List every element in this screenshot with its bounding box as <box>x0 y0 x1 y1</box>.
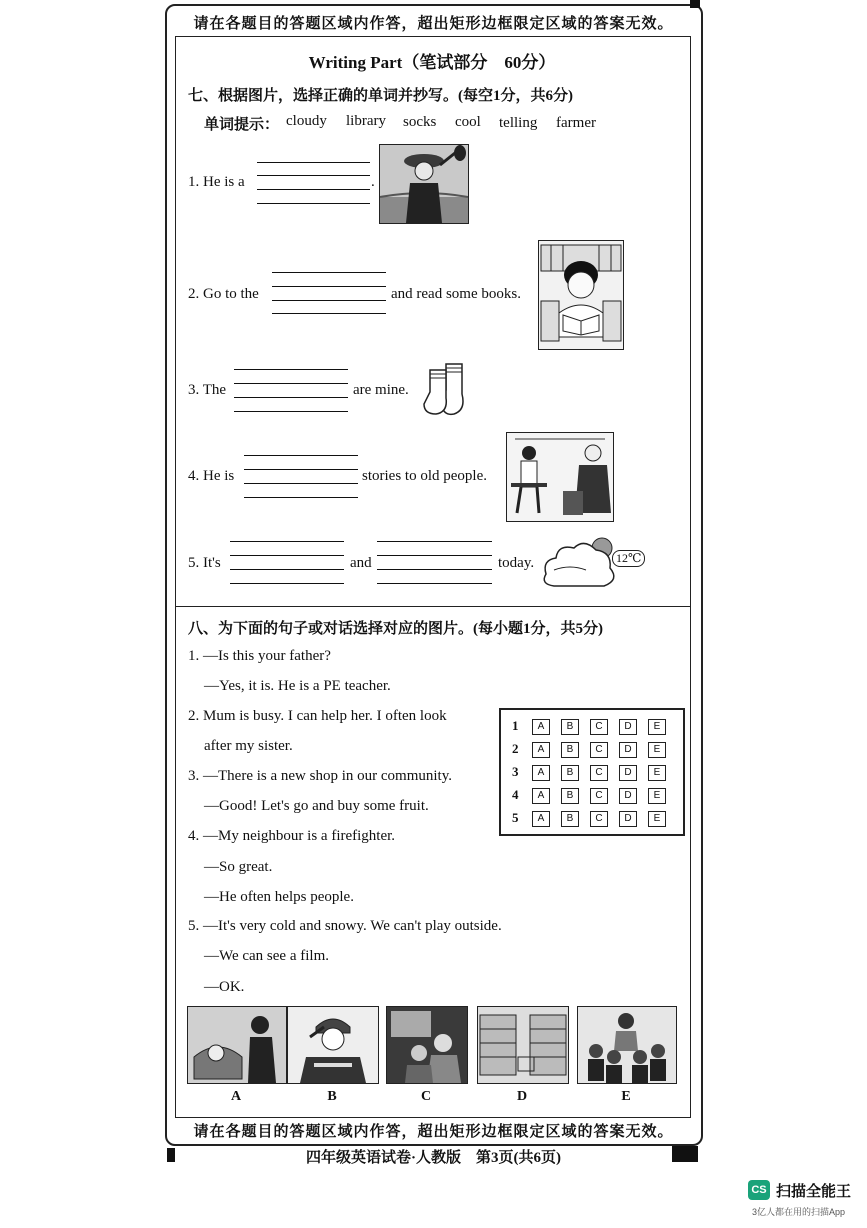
answer-bubble[interactable]: B <box>561 811 579 827</box>
q5-writing-line-2 <box>377 555 492 556</box>
q5-writing-line-2 <box>377 541 492 542</box>
answer-bubble[interactable]: C <box>590 719 608 735</box>
answer-bubble[interactable]: C <box>590 765 608 781</box>
answer-bubble[interactable]: E <box>648 788 666 804</box>
answer-bubble[interactable]: A <box>532 811 550 827</box>
s8-q2-line: 2. Mum is busy. I can help her. I often look <box>188 708 447 724</box>
q4-writing-line <box>244 497 358 498</box>
scanner-brand: 扫描全能王 <box>776 1183 852 1200</box>
s8-q4-line: —He often helps people. <box>204 889 354 905</box>
answer-bubble[interactable]: E <box>648 811 666 827</box>
answer-bubble[interactable]: A <box>532 788 550 804</box>
s8-q5-line: —OK. <box>204 979 245 995</box>
answer-bubble[interactable]: B <box>561 719 579 735</box>
answer-bubble[interactable]: D <box>619 811 637 827</box>
s8-q2-line: after my sister. <box>204 738 293 754</box>
answer-bubble[interactable]: A <box>532 765 550 781</box>
answer-bubble[interactable]: E <box>648 719 666 735</box>
scanner-logo-icon: CS <box>748 1180 770 1200</box>
library-picture <box>538 240 624 350</box>
picture-label-a: A <box>230 1089 242 1104</box>
word-hint-2: library <box>346 113 386 129</box>
answer-bubble[interactable]: D <box>619 788 637 804</box>
q2-text: 2. Go to the <box>188 286 259 302</box>
q2-writing-line <box>272 286 386 287</box>
q5-writing-line-1 <box>230 541 344 542</box>
section7-heading: 七、根据图片，选择正确的单词并抄写。(每空1分，共6分) <box>188 88 573 104</box>
answer-row-number: 5 <box>512 810 519 825</box>
q5-and: and <box>350 555 372 571</box>
s8-q4-line: —So great. <box>204 859 273 875</box>
s8-q3-line: —Good! Let's go and buy some fruit. <box>204 798 429 814</box>
picture-c-cinema <box>386 1006 468 1084</box>
q1-writing-line <box>257 189 370 190</box>
picture-b-firefighter <box>287 1006 379 1084</box>
q5-writing-line-2 <box>377 583 492 584</box>
answer-bubble[interactable]: D <box>619 719 637 735</box>
notice-top: 请在各题目的答题区域内作答，超出矩形边框限定区域的答案无效。 <box>193 16 674 32</box>
answer-row-number: 4 <box>512 787 519 802</box>
word-hint-1: cloudy <box>286 113 327 129</box>
q2-writing-line <box>272 272 386 273</box>
q4-writing-line <box>244 469 358 470</box>
q5-writing-line-1 <box>230 569 344 570</box>
answer-bubble[interactable]: C <box>590 811 608 827</box>
q1-text: 1. He is a <box>188 174 245 190</box>
answer-bubble[interactable]: A <box>532 742 550 758</box>
picture-label-c: C <box>420 1089 432 1104</box>
scanner-tagline: 3亿人都在用的扫描App <box>752 1207 846 1217</box>
answer-row-number: 1 <box>512 718 519 733</box>
answer-row-number: 2 <box>512 741 519 756</box>
notice-bottom: 请在各题目的答题区域内作答，超出矩形边框限定区域的答案无效。 <box>193 1124 674 1140</box>
q1-writing-line <box>257 162 370 163</box>
q3-writing-line <box>234 369 348 370</box>
s8-q1-line: 1. —Is this your father? <box>188 648 331 664</box>
q5-writing-line-2 <box>377 569 492 570</box>
q5-text: 5. It's <box>188 555 221 571</box>
page-title: Writing Part（笔试部分 60分） <box>308 53 556 72</box>
q3-writing-line <box>234 383 348 384</box>
answer-bubble[interactable]: C <box>590 742 608 758</box>
word-hint-6: farmer <box>556 115 596 131</box>
s8-q1-line: —Yes, it is. He is a PE teacher. <box>204 678 391 694</box>
q5-writing-line-1 <box>230 555 344 556</box>
q3-text: 3. The <box>188 382 227 398</box>
answer-bubble[interactable]: D <box>619 742 637 758</box>
s8-q5-line: 5. —It's very cold and snowy. We can't play outside. <box>188 918 502 934</box>
picture-label-e: E <box>621 1089 631 1104</box>
cloudy-weather-picture <box>540 530 622 594</box>
q1-period: . <box>371 174 375 190</box>
section8-heading: 八、为下面的句子或对话选择对应的图片。(每小题1分，共5分) <box>188 621 603 637</box>
answer-bubble[interactable]: A <box>532 719 550 735</box>
picture-label-d: D <box>516 1089 528 1104</box>
answer-row-number: 3 <box>512 764 519 779</box>
answer-bubble[interactable]: B <box>561 742 579 758</box>
page-footer: 四年级英语试卷·人教版 第3页(共6页) <box>306 1150 561 1166</box>
q4-text-after: stories to old people. <box>362 468 487 484</box>
q1-writing-line <box>257 203 370 204</box>
word-hint-3: socks <box>403 114 437 130</box>
picture-d-shop <box>477 1006 569 1084</box>
q4-text: 4. He is <box>188 468 235 484</box>
telling-stories-picture <box>506 432 614 522</box>
picture-e-pe-class <box>577 1006 677 1084</box>
temperature-label: 12℃ <box>612 550 645 567</box>
picture-a-babysitting <box>187 1006 287 1084</box>
q3-text-after: are mine. <box>353 382 409 398</box>
word-hint-4: cool <box>455 114 481 130</box>
s8-q3-line: 3. —There is a new shop in our community. <box>188 768 452 784</box>
q4-writing-line <box>244 455 358 456</box>
socks-picture <box>416 360 476 418</box>
answer-bubble[interactable]: E <box>648 765 666 781</box>
q5-text-after: today. <box>498 555 535 571</box>
s8-q4-line: 4. —My neighbour is a firefighter. <box>188 828 396 844</box>
picture-label-b: B <box>327 1089 337 1104</box>
word-hint-label: 单词提示： <box>204 117 280 133</box>
q2-writing-line <box>272 300 386 301</box>
farmer-picture <box>379 144 469 224</box>
alignment-mark <box>690 0 700 8</box>
q2-writing-line <box>272 313 386 314</box>
word-hint-5: telling <box>499 115 538 131</box>
q1-writing-line <box>257 175 370 176</box>
s8-q5-line: —We can see a film. <box>204 948 329 964</box>
answer-bubble[interactable]: E <box>648 742 666 758</box>
q3-writing-line <box>234 411 348 412</box>
q5-writing-line-1 <box>230 583 344 584</box>
q3-writing-line <box>234 397 348 398</box>
q2-text-after: and read some books. <box>391 286 521 302</box>
answer-bubble[interactable]: B <box>561 765 579 781</box>
answer-bubble[interactable]: C <box>590 788 608 804</box>
q4-writing-line <box>244 483 358 484</box>
answer-bubble[interactable]: B <box>561 788 579 804</box>
answer-bubble[interactable]: D <box>619 765 637 781</box>
